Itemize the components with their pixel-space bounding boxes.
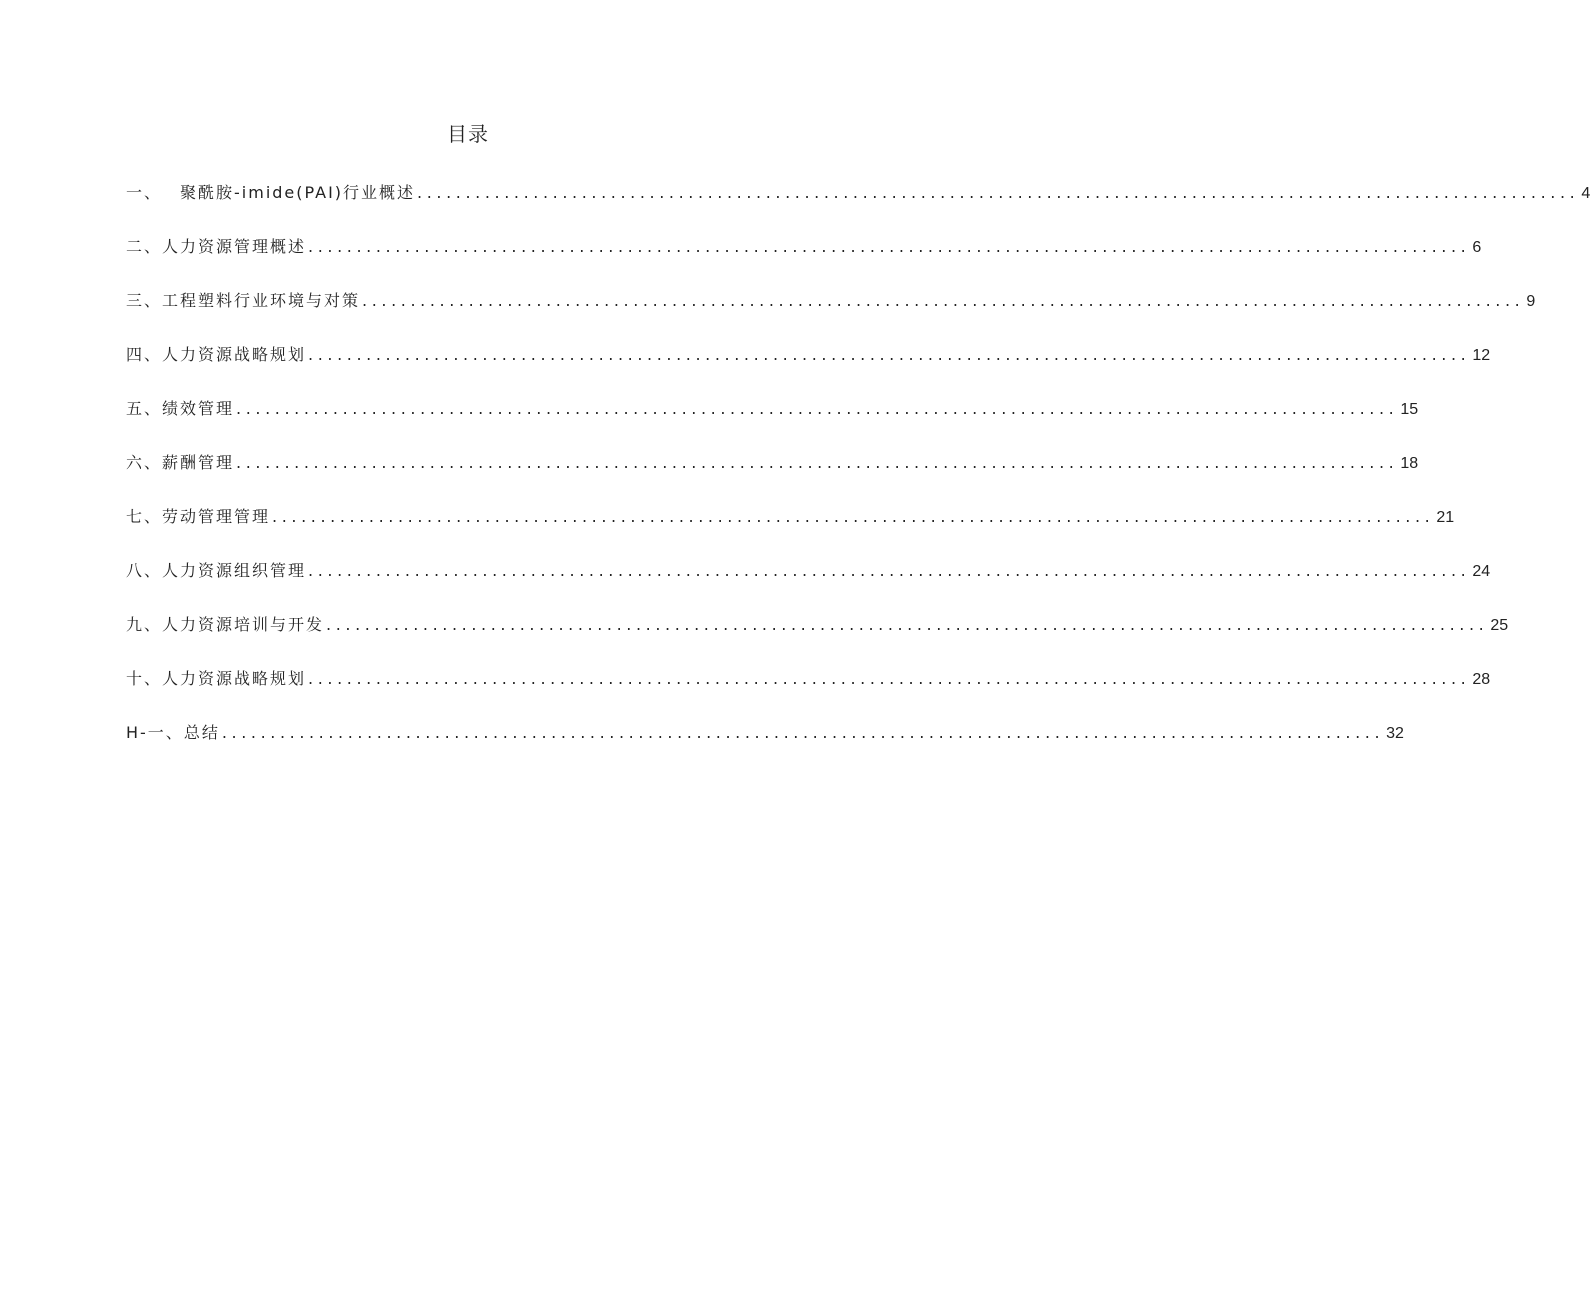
toc-entry-title: 人力资源培训与开发 — [162, 615, 325, 634]
toc-entry-title: 工程塑料行业环境与对策 — [162, 291, 361, 310]
toc-entry-10[interactable] — [126, 661, 1491, 715]
toc-dot-leader: ........................................................................................................................ — [308, 237, 1471, 256]
toc-entry-number: 六、 — [126, 453, 163, 472]
toc-entry-9[interactable] — [126, 607, 1509, 661]
toc-entry-1[interactable] — [126, 175, 1590, 229]
toc-entry-page: 6 — [1472, 239, 1482, 256]
toc-entry-8[interactable] — [126, 553, 1491, 607]
toc-dot-leader: ........................................................................................................................ — [236, 453, 1399, 472]
table-of-contents — [126, 175, 1590, 769]
toc-entry-number: 三、 — [126, 291, 163, 310]
toc-entry-number: 二、 — [126, 237, 163, 256]
toc-entry-title: 人力资源组织管理 — [162, 561, 307, 580]
toc-entry-page: 15 — [1400, 401, 1419, 418]
toc-entry-title: 聚酰胺-imide(PAI)行业概述 — [180, 183, 416, 202]
toc-entry-title: 人力资源管理概述 — [162, 237, 307, 256]
toc-entry-number: 十、 — [126, 669, 163, 688]
toc-entry-number: 九、 — [126, 615, 163, 634]
toc-entry-page: 9 — [1526, 293, 1536, 310]
toc-entry-page: 25 — [1490, 617, 1509, 634]
toc-entry-number: 一、 — [126, 183, 163, 202]
toc-entry-number: 五、 — [126, 399, 163, 418]
toc-entry-number: 七、 — [126, 507, 163, 526]
toc-entry-page: 21 — [1436, 509, 1455, 526]
toc-entry-page: 32 — [1386, 725, 1404, 742]
toc-entry-page: 28 — [1472, 671, 1491, 688]
toc-entry-page: 18 — [1400, 455, 1419, 472]
toc-title: 目录 — [447, 122, 489, 146]
toc-entry-5[interactable] — [126, 391, 1419, 445]
toc-entry-number: 八、 — [126, 561, 163, 580]
toc-entry-number: 四、 — [126, 345, 163, 364]
toc-dot-leader: ........................................................................................................................ — [308, 669, 1471, 688]
toc-entry-number: H-一、 — [126, 723, 184, 742]
toc-entry-4[interactable] — [126, 337, 1491, 391]
toc-entry-2[interactable] — [126, 229, 1482, 283]
toc-dot-leader: ........................................................................................................................ — [362, 291, 1525, 310]
toc-entry-title: 薪酬管理 — [162, 453, 235, 472]
toc-dot-leader: ........................................................................................................................ — [308, 561, 1471, 580]
toc-entry-page: 12 — [1472, 347, 1491, 364]
toc-entry-page: 24 — [1472, 563, 1491, 580]
toc-entry-11[interactable] — [126, 715, 1404, 769]
toc-entry-title: 绩效管理 — [162, 399, 235, 418]
toc-entry-title: 劳动管理管理 — [162, 507, 271, 526]
toc-entry-page: 4 — [1581, 185, 1590, 202]
toc-dot-leader: ........................................................................................................................ — [308, 345, 1471, 364]
toc-dot-leader: ........................................................................................................................ — [221, 723, 1385, 742]
toc-entry-7[interactable] — [126, 499, 1455, 553]
toc-entry-title: 人力资源战略规划 — [162, 345, 307, 364]
toc-entry-title: 总结 — [183, 723, 220, 742]
toc-entry-title: 人力资源战略规划 — [162, 669, 307, 688]
toc-dot-leader: ........................................................................................................................ — [272, 507, 1435, 526]
toc-dot-leader: ........................................................................................................................ — [326, 615, 1489, 634]
toc-dot-leader: ........................................................................................................................ — [417, 183, 1580, 202]
toc-entry-6[interactable] — [126, 445, 1419, 499]
toc-entry-3[interactable] — [126, 283, 1536, 337]
toc-dot-leader: ........................................................................................................................ — [236, 399, 1399, 418]
